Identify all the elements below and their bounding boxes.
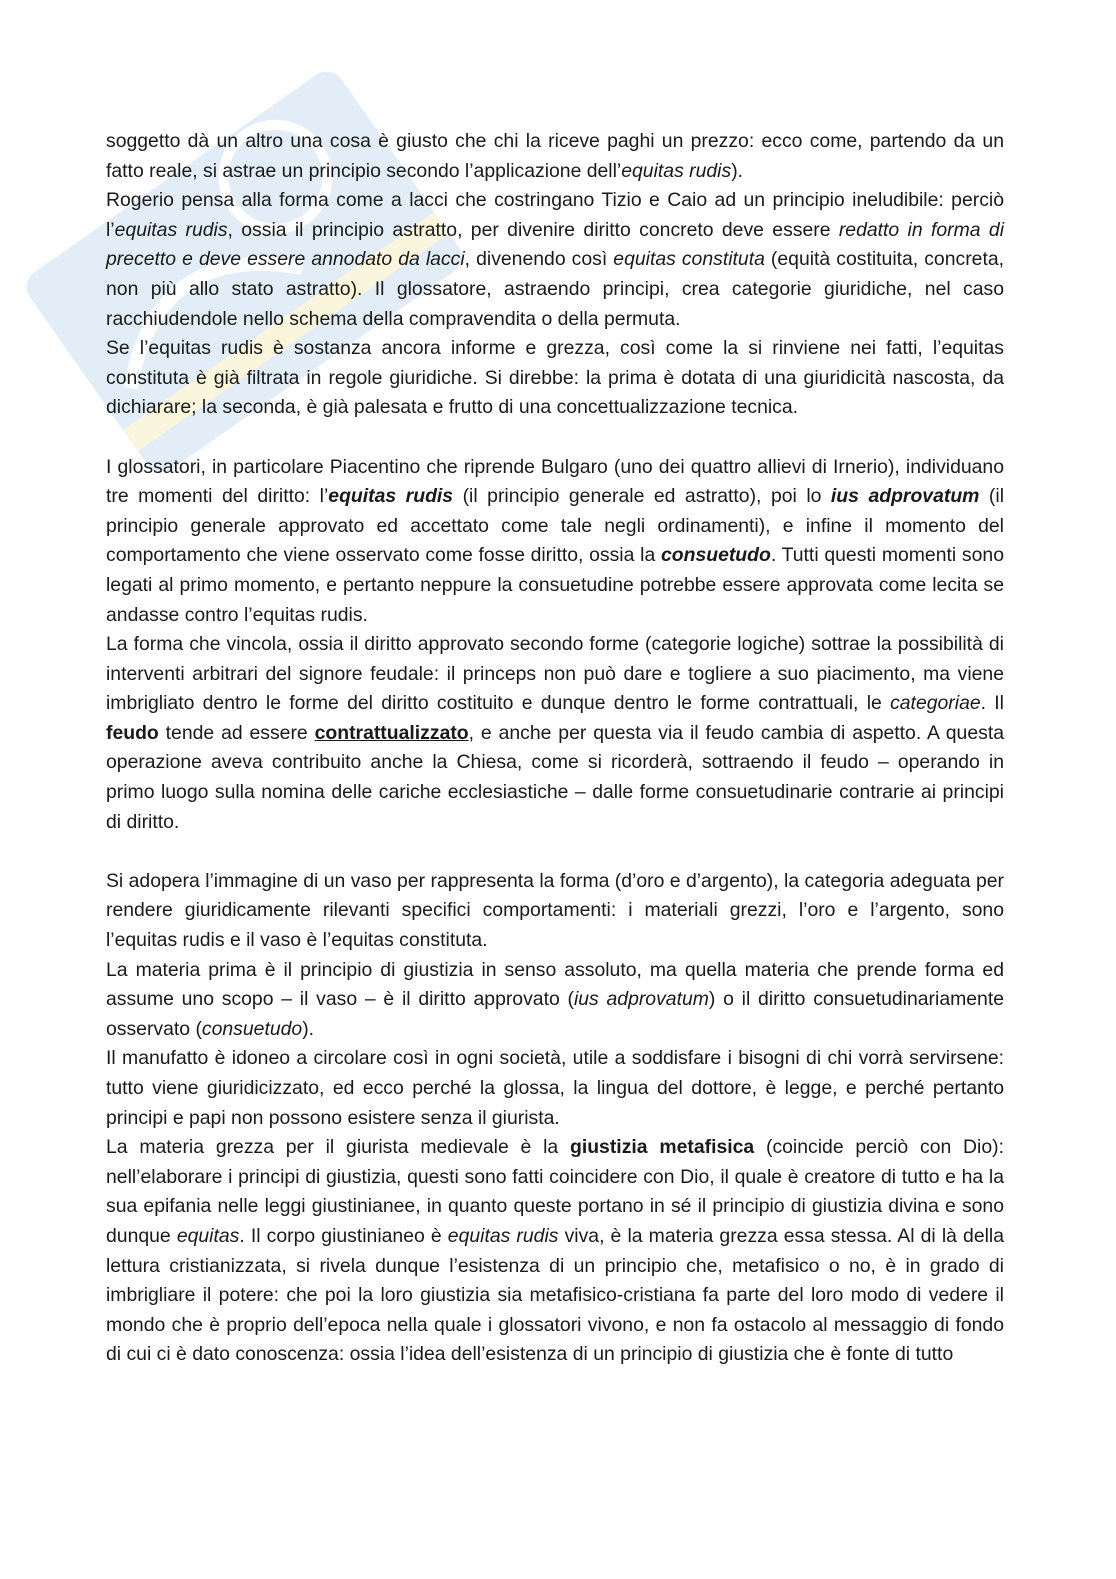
emphasized-text: feudo	[106, 721, 159, 744]
text-run: viva, è la materia grezza essa stessa. Al di là della lettura cristianizzata, si rivela dunque l’esistenza di un principio che, metafisico o no, è in grado di imbrigliare il potere: che poi la loro giustizia sia metafisico-cristiana fa parte del loro modo di vedere il mondo che è proprio dell’epoca nella quale i glossatori vivono, e non fa ostacolo al messaggio di fondo di cui ci è dato conoscenza: ossia l’idea dell’esistenza di un principio di giustizia che è fonte di tutto	[106, 1224, 1010, 1366]
text-run: ).	[302, 1017, 315, 1040]
document-page	[106, 127, 1010, 1370]
emphasized-text: giustizia metafisica	[569, 1136, 755, 1159]
text-run: ).	[731, 159, 744, 182]
text-run: (il principio generale ed astratto), poi lo	[453, 485, 831, 508]
text-run: (il principio generale approvato ed accettato come tale negli ordinamenti), e infine il momento del comportamento che viene osservato come fosse diritto, ossia la	[106, 485, 1010, 567]
text-run: , divenendo così	[464, 248, 614, 271]
paragraph	[106, 867, 1010, 956]
text-run: , e anche per questa via il feudo cambia di aspetto. A questa operazione aveva contribuito anche la Chiesa, come si ricorderà, sottraendo il feudo – operando in primo luogo sulla nomina delle cariche ecclesiastiche – dalle forme consuetudinarie contrarie ai principi di diritto.	[106, 721, 1010, 833]
emphasized-text: consuetudo	[201, 1017, 303, 1040]
text-run: La forma che vincola, ossia il diritto approvato secondo forme (categorie logiche) sottrae la possibilità di interventi arbitrari del signore feudale: il princeps non può dare e togliere a suo piacimento, ma viene imbrigliato dentro le forme del diritto costituito e dunque dentro le forme contrattuali, le	[106, 633, 1010, 715]
paragraph	[106, 186, 1010, 334]
text-run: soggetto dà un altro una cosa è giusto che chi la riceve paghi un prezzo: ecco come, partendo da un fatto reale, si astrae un principio secondo l’applicazione dell’	[106, 130, 1010, 182]
text-run: tende ad essere	[158, 721, 315, 744]
text-run: Il manufatto è idoneo a circolare così in ogni società, utile a soddisfare i bisogni di chi vorrà servirsene: tutto viene giuridicizzato, ed ecco perché la glossa, la lingua del dottore, è legge, e perché pertanto principi e papi non possono esistere senza il giurista.	[106, 1047, 1010, 1129]
text-run: . Il corpo giustinianeo è	[239, 1224, 448, 1247]
paragraph	[106, 453, 1010, 631]
text-run: I glossatori, in particolare Piacentino che riprende Bulgaro (uno dei quattro allievi di Irnerio), individuano tre momenti del diritto: l’	[106, 455, 1010, 508]
emphasized-text: ius adprovatum	[573, 988, 709, 1011]
text-run: Rogerio pensa alla forma come a lacci che costringano Tizio e Caio ad un principio ineludibile: perciò l’	[106, 189, 1010, 241]
emphasized-text: consuetudo	[660, 544, 771, 567]
paragraph	[106, 334, 1010, 423]
text-run: , ossia il principio astratto, per divenire diritto concreto deve essere	[227, 218, 839, 241]
emphasized-text: equitas rudis	[447, 1224, 559, 1247]
text-run: Si adopera l’immagine di un vaso per rappresenta la forma (d’oro e d’argento), la categoria adeguata per rendere giuridicamente rilevanti specifici comportamenti: i materiali grezzi, l’oro e l’argento, sono l’equitas rudis e il vaso è l’equitas constituta.	[106, 869, 1010, 952]
paragraph	[106, 1133, 1010, 1370]
emphasized-text: equitas rudis	[114, 218, 228, 241]
paragraph	[106, 956, 1010, 1045]
text-run: (equità costituita, concreta, non più allo stato astratto). Il glossatore, astraendo principi, crea categorie giuridiche, nel caso racchiudendole nello schema della compravendita o della permuta.	[106, 248, 1010, 330]
paragraph	[106, 630, 1010, 837]
emphasized-text: categoriae	[890, 692, 981, 715]
text-run: La materia prima è il principio di giustizia in senso assoluto, ma quella materia che prende forma ed assume uno scopo – il vaso – è il diritto approvato (	[106, 958, 1010, 1011]
paragraph	[106, 127, 1010, 186]
emphasized-text: equitas rudis	[328, 485, 454, 508]
emphasized-text: equitas rudis	[621, 159, 732, 182]
text-run: ) o il diritto consuetudinariamente osservato (	[106, 988, 1010, 1040]
emphasized-text: equitas	[176, 1224, 240, 1247]
paragraph	[106, 1044, 1010, 1133]
emphasized-text: contrattualizzato	[314, 721, 469, 744]
text-run: Se l’equitas rudis è sostanza ancora informe e grezza, così come la si rinviene nei fatti, l’equitas constituta è già filtrata in regole giuridiche. Si direbbe: la prima è dotata di una giuridicità nascosta, da dichiarare; la seconda, è già palesata e frutto di una concettualizzazione tecnica.	[106, 337, 1010, 419]
text-run: (coincide perciò con Dio): nell’elaborare i principi di giustizia, questi sono fatti coincidere con Dio, il quale è creatore di tutto e ha la sua epifania nelle leggi giustinianee, in quanto queste portano in sé il principio di giustizia divina e sono dunque	[106, 1136, 1010, 1247]
emphasized-text: equitas constituta	[613, 248, 765, 271]
text-run: . Il	[980, 692, 1010, 715]
text-run: La materia grezza per il giurista medievale è la	[106, 1136, 570, 1159]
emphasized-text: redatto in forma di precetto e deve essere annodato da lacci	[106, 218, 1010, 271]
emphasized-text: ius adprovatum	[830, 485, 980, 508]
text-run: . Tutti questi momenti sono legati al primo momento, e pertanto neppure la consuetudine potrebbe essere approvata come lecita se andasse contro l’equitas rudis.	[106, 544, 1010, 626]
